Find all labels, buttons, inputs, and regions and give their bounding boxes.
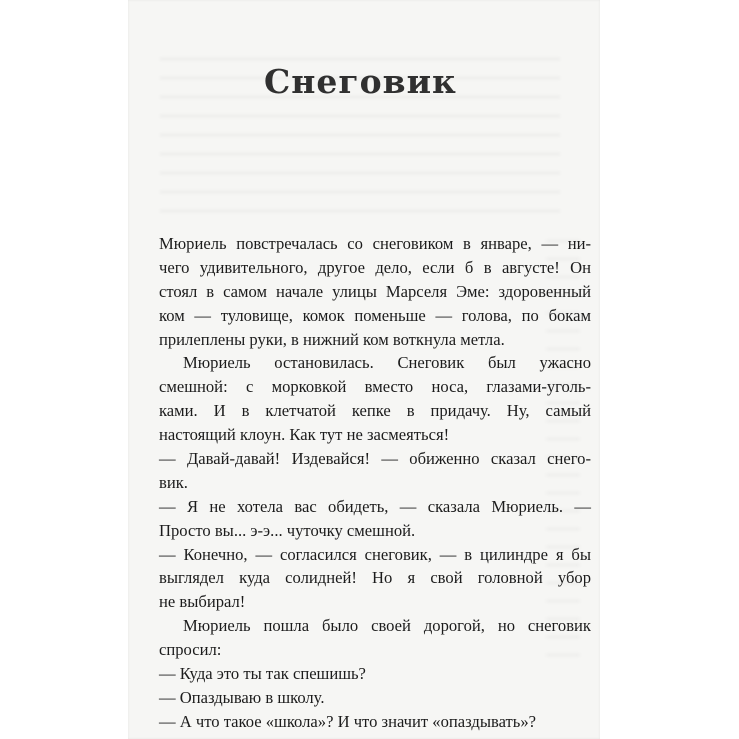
book-page [128,0,600,739]
text-line: — Куда это ты так спешишь? [159,664,366,684]
text-line: чего удивительного, другое дело, если б в августе! Он [159,257,591,277]
chapter-title: Снеговик [264,62,457,101]
text-line: Мюриель остановилась. Снеговик был ужасно [183,353,591,373]
text-line: спросил: [159,640,222,660]
text-line: Мюриель повстречалась со снеговиком в январе, — ни- [159,234,591,253]
text-line: — Я не хотела вас обидеть, — сказала Мюриель. — [159,496,591,516]
text-line: Просто вы... э-э... чуточку смешной. [159,520,416,540]
text-line: выглядел куда солидней! Но я свой головной убор [159,568,591,588]
text-line: — Давай-давай! Издевайся! — обиженно сказал снего- [159,449,591,469]
text-line: вик. [159,472,188,492]
text-line: не выбирал! [159,592,246,612]
text-line: — А что такое «школа»? И что значит «опаздывать»? [159,711,537,731]
text-line: Мюриель пошла было своей дорогой, но снеговик [183,616,591,636]
text-line: — Конечно, — согласился снеговик, — в цилиндре я бы [159,544,591,564]
text-line: стоял в самом начале улицы Марселя Эме: здоровенный [159,281,591,301]
text-line: ком — туловище, комок поменьше — голова, по бокам [159,305,591,325]
text-line: — Опаздываю в школу. [159,687,325,707]
text-line: ками. И в клетчатой кепке в придачу. Ну, самый [159,401,591,421]
text-line: настоящий клоун. Как тут не засмеяться! [159,425,450,445]
text-line: прилеплены руки, в нижний ком воткнула метла. [159,329,505,349]
text-line: смешной: с морковкой вместо носа, глазами-уголь- [159,377,591,397]
body-text [159,232,591,734]
